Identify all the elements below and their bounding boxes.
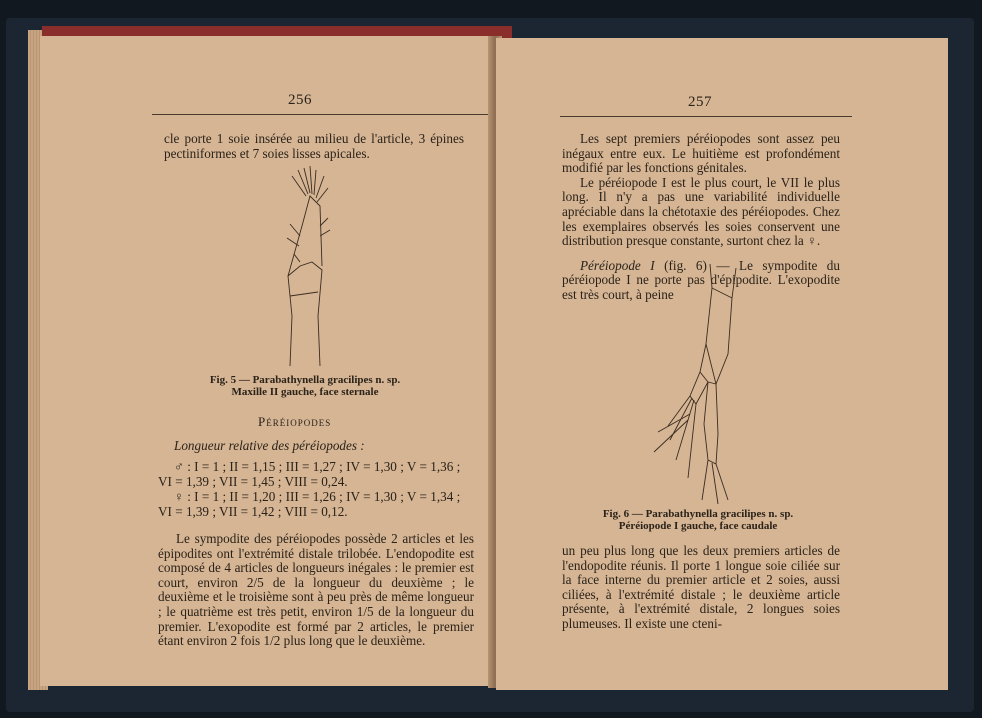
- caption-line: Fig. 6 — Parabathynella gracilipes n. sp.: [602, 508, 794, 520]
- figure-5-maxilla-drawing: [270, 166, 390, 386]
- paragraph: Les sept premiers péréiopodes sont assez peu inégaux entre eux. Le huitième est profondément modifié par les fonctions génitales.: [562, 131, 840, 176]
- paragraph: Le péréiopode I est le plus court, le VII le plus long. Il n'y a pas une variabilité individuelle apréciable dans la chétotaxie des péréiopodes. Chez les exemplaires observés les soies conservent une distribution presque constante, surtont chez la ♀.: [562, 174, 840, 249]
- left-page: [40, 36, 494, 686]
- figure-5-caption: [180, 374, 430, 398]
- caption-line: Péréiopode I gauche, face caudale: [618, 520, 778, 532]
- formula-line: ♂ : I = 1 ; II = 1,15 ; III = 1,27 ; IV = 1,30 ; V = 1,36 ;: [174, 459, 461, 474]
- paragraph-exopodite: un peu plus long que les deux premiers articles de l'endopodite réunis. Il porte 1 longue soie ciliée sur la face interne du premier article et 2 soies, aussi ciliées, à l'extrémité distale ; le deuxième article présente, à l'extrémité distale, 2 longues soies plumeuses. Il existe une cteni-: [562, 543, 840, 631]
- section-heading: Péréiopodes: [258, 414, 332, 429]
- page-number-right: 257: [688, 94, 712, 110]
- paragraph-sympodite: Le sympodite des péréiopodes possède 2 articles et les épipodites ont l'extrémité distale trilobée. L'endopodite est composé de 4 articles de longueurs inégales : le premier est court, environ 2/5 de la longueur du deuxième ; le deuxième et le troisième sont à peu près de même longueur ; le quatrième est très petit, environ 1/5 de la longueur du premier. L'exopodite est formé par 2 articles, le premier étant environ 2 fois 1/2 plus long que le deuxième.: [158, 531, 474, 649]
- figure-6-pereiopod-drawing: [646, 264, 756, 514]
- formula-line: VI = 1,39 ; VII = 1,42 ; VIII = 0,12.: [158, 504, 348, 519]
- header-rule-right: [560, 116, 852, 117]
- caption-line: Fig. 5 — Parabathynella gracilipes n. sp.: [209, 374, 401, 386]
- formula-line: VI = 1,39 ; VII = 1,45 ; VIII = 0,24.: [158, 474, 348, 489]
- paragraph-rest: (fig. 6) — Le sympodite du péréiopode I ne porte pas d'épipodite. L'exopodite est très court, à peine: [562, 257, 840, 302]
- header-rule-left: [152, 114, 488, 115]
- formula-line: ♀ : I = 1 ; II = 1,20 ; III = 1,26 ; IV = 1,30 ; V = 1,34 ;: [174, 489, 461, 504]
- paragraph-lead: Péréiopode I: [580, 257, 655, 273]
- subheading: Longueur relative des péréiopodes :: [174, 438, 365, 453]
- top-text: cle porte 1 soie insérée au milieu de l'article, 3 épines pectiniformes et 7 soies lisses apicales.: [164, 131, 464, 161]
- caption-line: Maxille II gauche, face sternale: [231, 386, 379, 398]
- figure-6-caption: [588, 508, 808, 532]
- page-number-left: 256: [288, 92, 312, 108]
- right-page: [496, 38, 948, 690]
